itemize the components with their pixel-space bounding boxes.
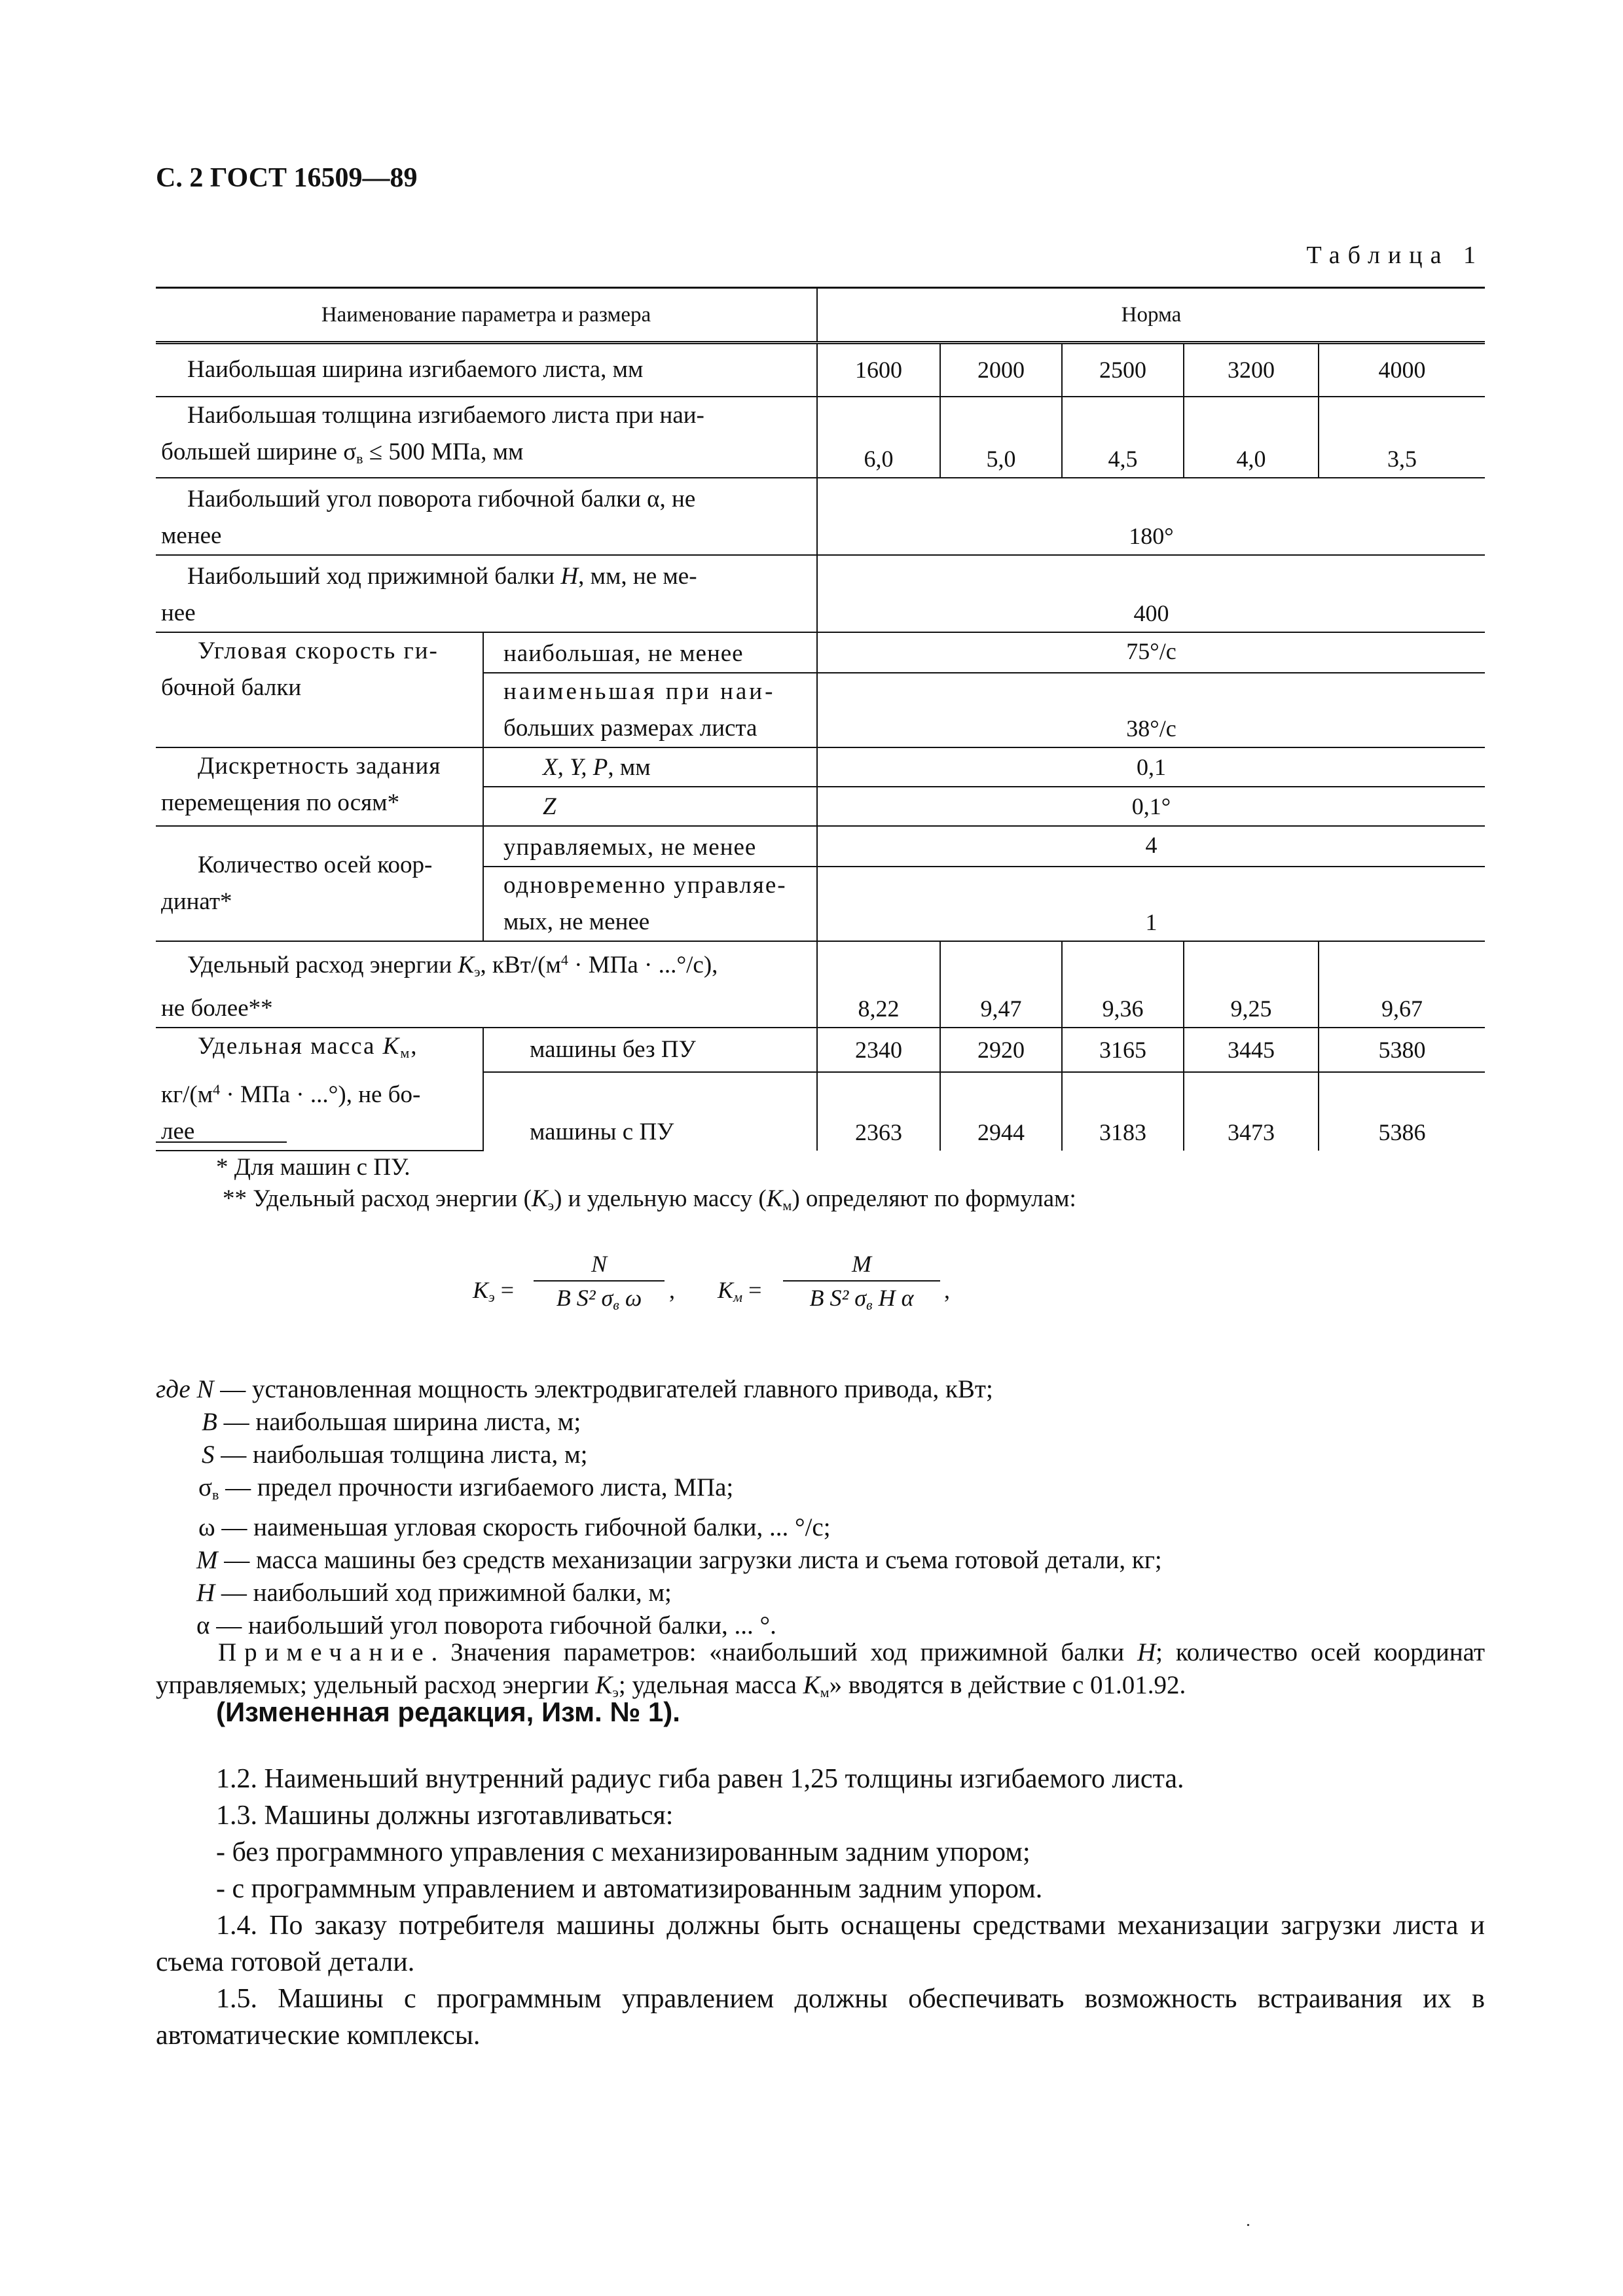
value-cell: 4 [817, 826, 1485, 867]
amendment-note: (Измененная редакция, Изм. № 1). [216, 1696, 680, 1727]
row-label: Наибольший ход прижимной балки H, мм, не ме- нее [156, 555, 817, 632]
table-row [156, 747, 1485, 787]
value-cell: 400 [817, 555, 1485, 632]
sub-label: наибольшая, не менее [483, 632, 817, 673]
paragraph: 1.3. Машины должны изготавливаться: [216, 1801, 674, 1831]
value-cell: 1 [817, 867, 1485, 941]
value-cell: 8,22 [817, 941, 940, 1028]
table-row [156, 1028, 1485, 1072]
table-row [156, 632, 1485, 673]
fraction-k-m: M B S² $\sigma_в$ H α [783, 1250, 940, 1314]
sub-label: X, Y, P, мм [483, 747, 817, 787]
value-cell: 3183 [1062, 1072, 1184, 1151]
fraction-k-e: N B S² $\sigma_в$ ω [534, 1250, 665, 1314]
value-cell: 2363 [817, 1072, 940, 1151]
page-header: С. 2 ГОСТ 16509—89 [156, 163, 418, 193]
value-cell: 3,5 [1319, 397, 1485, 478]
value-cell: 4,0 [1184, 397, 1319, 478]
value-cell: 3200 [1184, 343, 1319, 397]
value-cell: 5,0 [940, 397, 1062, 478]
value-cell: 3445 [1184, 1028, 1319, 1072]
note-paragraph: Примечание. Значения параметров: «наибольший ход прижимной балки H; количество осей координат управляемых; удельный расход энергии $K_э$; удельная масса $K_м$» вводятся в действие с 01.01.92. [156, 1638, 1486, 1700]
table-row [156, 941, 1485, 1028]
sub-label: управляемых, не менее [483, 826, 817, 867]
legend-item: α — наибольший угол поворота гибочной балки, ... °. [196, 1611, 776, 1640]
table-row [156, 343, 1485, 397]
head-param-cell: Наименование параметра и размера [156, 288, 817, 343]
value-cell: 2920 [940, 1028, 1062, 1072]
row-label: Угловая скорость ги- бочной балки [156, 632, 483, 747]
legend-item: где N — установленная мощность электродвигателей главного привода, кВт; [156, 1375, 993, 1403]
paragraph: 1.4. По заказу потребителя машины должны быть оснащены средствами механизации загрузки листа и съема готовой детали. [156, 1910, 1485, 1977]
head-norm-cell: Норма [817, 288, 1485, 343]
value-cell: 0,1 [817, 747, 1485, 787]
sub-label: машины без ПУ [483, 1028, 817, 1072]
table-head-row [156, 288, 1485, 343]
value-cell: 3473 [1184, 1072, 1319, 1151]
value-cell: 6,0 [817, 397, 940, 478]
value-cell: 2000 [940, 343, 1062, 397]
value-cell: 9,67 [1319, 941, 1485, 1028]
formula-comma: , [944, 1277, 950, 1303]
body-text [156, 1761, 1485, 2054]
legend-item: S — наибольшая толщина листа, м; [202, 1441, 588, 1469]
sub-label: наименьшая при наи- больших размерах листа [483, 673, 817, 747]
formula-k-e: $K_э$ = [473, 1277, 515, 1305]
value-cell: 2340 [817, 1028, 940, 1072]
footnote-divider [156, 1141, 287, 1143]
formula-k-m: $K_м$ = [718, 1277, 762, 1305]
legend-item: B — наибольшая ширина листа, м; [202, 1408, 581, 1436]
symbol-legend [156, 1373, 1162, 1642]
row-label: Наибольшая толщина изгибаемого листа при наи- большей ширине $\sigma_в \le 500$ МПа, мм [156, 397, 817, 478]
sub-label: одновременно управляе- мых, не менее [483, 867, 817, 941]
parameters-table [156, 287, 1485, 1151]
value-cell: 75°/с [817, 632, 1485, 673]
value-cell: 9,47 [940, 941, 1062, 1028]
row-label: Удельная масса $K_м$, $кг/(м^4$ · МПа · ...°), не бо- лее [156, 1028, 483, 1151]
legend-item: ω — наименьшая угловая скорость гибочной балки, ... °/с; [198, 1513, 831, 1541]
paragraph: 1.2. Наименьший внутренний радиус гиба равен 1,25 толщины изгибаемого листа. [216, 1764, 1184, 1794]
table-row [156, 478, 1485, 555]
scan-speck [1247, 2224, 1249, 2226]
value-cell: 180° [817, 478, 1485, 555]
legend-item: M — масса машины без средств механизации загрузки листа и съема готовой детали, кг; [196, 1546, 1162, 1574]
paragraph: - с программным управлением и автоматизированным задним упором. [216, 1874, 1043, 1904]
value-cell: 0,1° [817, 787, 1485, 826]
value-cell: 38°/с [817, 673, 1485, 747]
formula-comma: , [669, 1277, 675, 1303]
legend-item: $\sigma_в$ — предел прочности изгибаемого листа, МПа; [198, 1473, 734, 1503]
value-cell: 3165 [1062, 1028, 1184, 1072]
value-cell: 2500 [1062, 343, 1184, 397]
sub-label: Z [483, 787, 817, 826]
legend-item: H — наибольший ход прижимной балки, м; [196, 1579, 672, 1607]
table-row [156, 555, 1485, 632]
row-label: Дискретность задания перемещения по осям* [156, 747, 483, 826]
footnote-2: ** Удельный расход энергии $(K_э)$ и удельную массу $(K_м)$ определяют по формулам: [223, 1185, 1076, 1213]
value-cell: 5380 [1319, 1028, 1485, 1072]
value-cell: 9,36 [1062, 941, 1184, 1028]
value-cell: 2944 [940, 1072, 1062, 1151]
row-label: Наибольший угол поворота гибочной балки α, не менее [156, 478, 817, 555]
sub-label: машины с ПУ [483, 1072, 817, 1151]
formula-block [0, 1250, 1623, 1329]
table-label: Таблица 1 [1306, 242, 1484, 269]
footnote-1: * Для машин с ПУ. [216, 1154, 410, 1181]
row-label: Количество осей коор- динат* [156, 826, 483, 941]
value-cell: 9,25 [1184, 941, 1319, 1028]
value-cell: 5386 [1319, 1072, 1485, 1151]
row-label: Наибольшая ширина изгибаемого листа, мм [156, 343, 817, 397]
paragraph: - без программного управления с механизированным задним упором; [216, 1837, 1030, 1867]
paragraph: 1.5. Машины с программным управлением должны обеспечивать возможность встраивания их в автоматические комплексы. [156, 1984, 1485, 2051]
value-cell: 1600 [817, 343, 940, 397]
value-cell: 4,5 [1062, 397, 1184, 478]
row-label: Удельный расход энергии $K_э$, кВт/($м^4$ · МПа · ...°/с), не более** [156, 941, 817, 1028]
table-row [156, 397, 1485, 478]
table-row [156, 826, 1485, 867]
value-cell: 4000 [1319, 343, 1485, 397]
